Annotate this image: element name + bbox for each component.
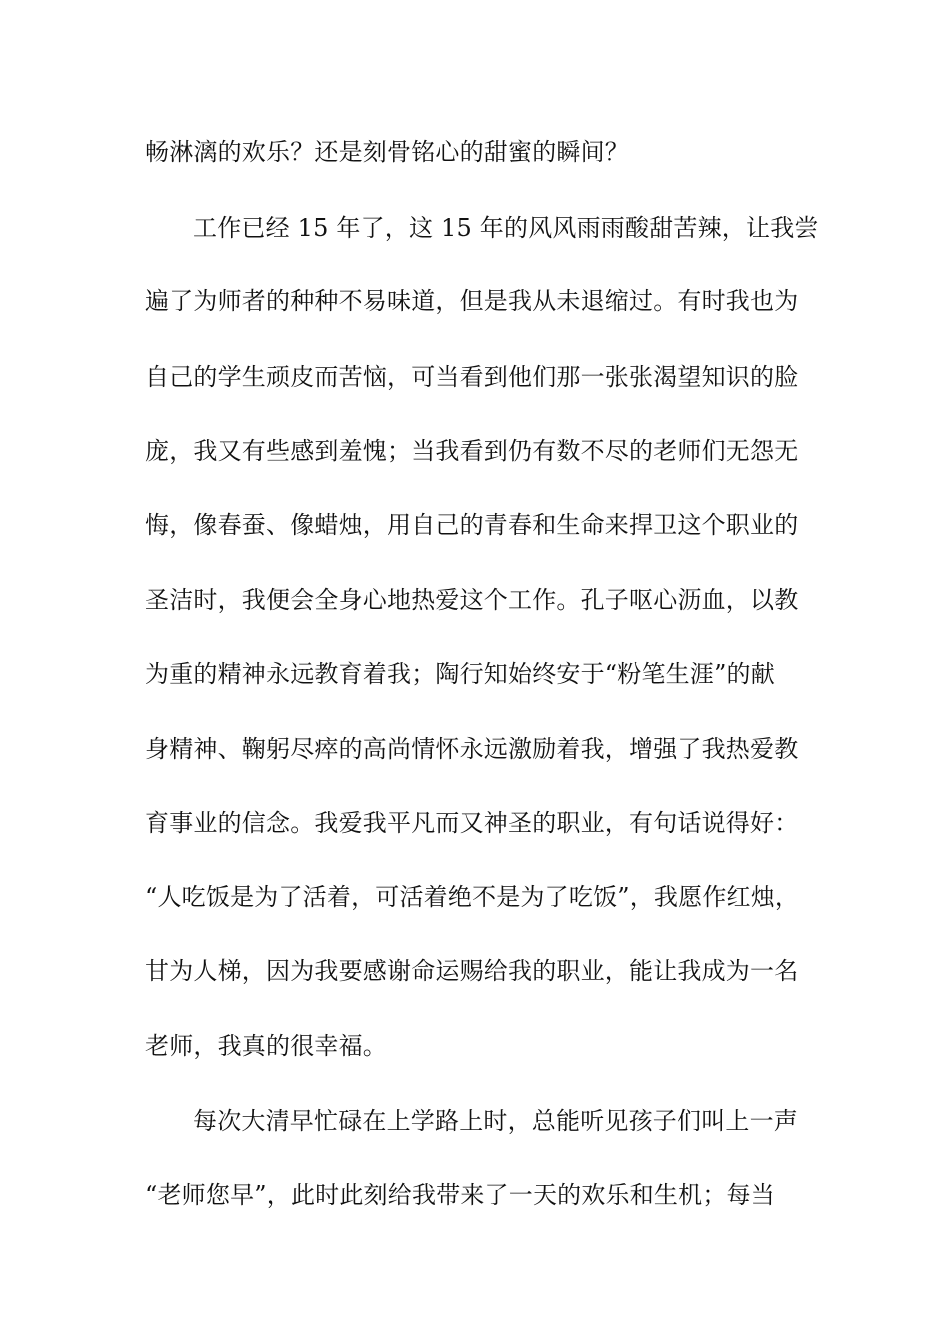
text-line: 育事业的信念。我爱我平凡而又神圣的职业，有句话说得好： xyxy=(145,809,799,837)
text-line: 悔，像春蚕、像蜡烛，用自己的青春和生命来捍卫这个职业的 xyxy=(145,511,799,539)
text-line: 身精神、鞠躬尽瘁的高尚情怀永远激励着我，增强了我热爱教 xyxy=(145,735,799,763)
text-line: 畅淋漓的欢乐？还是刻骨铭心的甜蜜的瞬间？ xyxy=(145,138,629,166)
text-line: 自己的学生顽皮而苦恼，可当看到他们那一张张渴望知识的脸 xyxy=(145,363,799,391)
text-line: 庞，我又有些感到羞愧；当我看到仍有数不尽的老师们无怨无 xyxy=(145,437,799,465)
text-line: 老师，我真的很幸福。 xyxy=(145,1032,387,1060)
paragraph-start-line: 每次大清早忙碌在上学路上时，总能听见孩子们叫上一声 xyxy=(193,1107,798,1135)
text-line: 圣洁时，我便会全身心地热爱这个工作。孔子呕心沥血，以教 xyxy=(145,586,799,614)
text-line: 遍了为师者的种种不易味道，但是我从未退缩过。有时我也为 xyxy=(145,287,799,315)
text-line: “人吃饭是为了活着，可活着绝不是为了吃饭”，我愿作红烛， xyxy=(145,883,800,911)
paragraph-start-line: 工作已经 15 年了，这 15 年的风风雨雨酸甜苦辣，让我尝 xyxy=(193,214,819,242)
text-line: “老师您早”，此时此刻给我带来了一天的欢乐和生机；每当 xyxy=(145,1181,775,1209)
text-line: 为重的精神永远教育着我；陶行知始终安于“粉笔生涯”的献 xyxy=(145,660,775,688)
text-line: 甘为人梯，因为我要感谢命运赐给我的职业，能让我成为一名 xyxy=(145,957,799,985)
